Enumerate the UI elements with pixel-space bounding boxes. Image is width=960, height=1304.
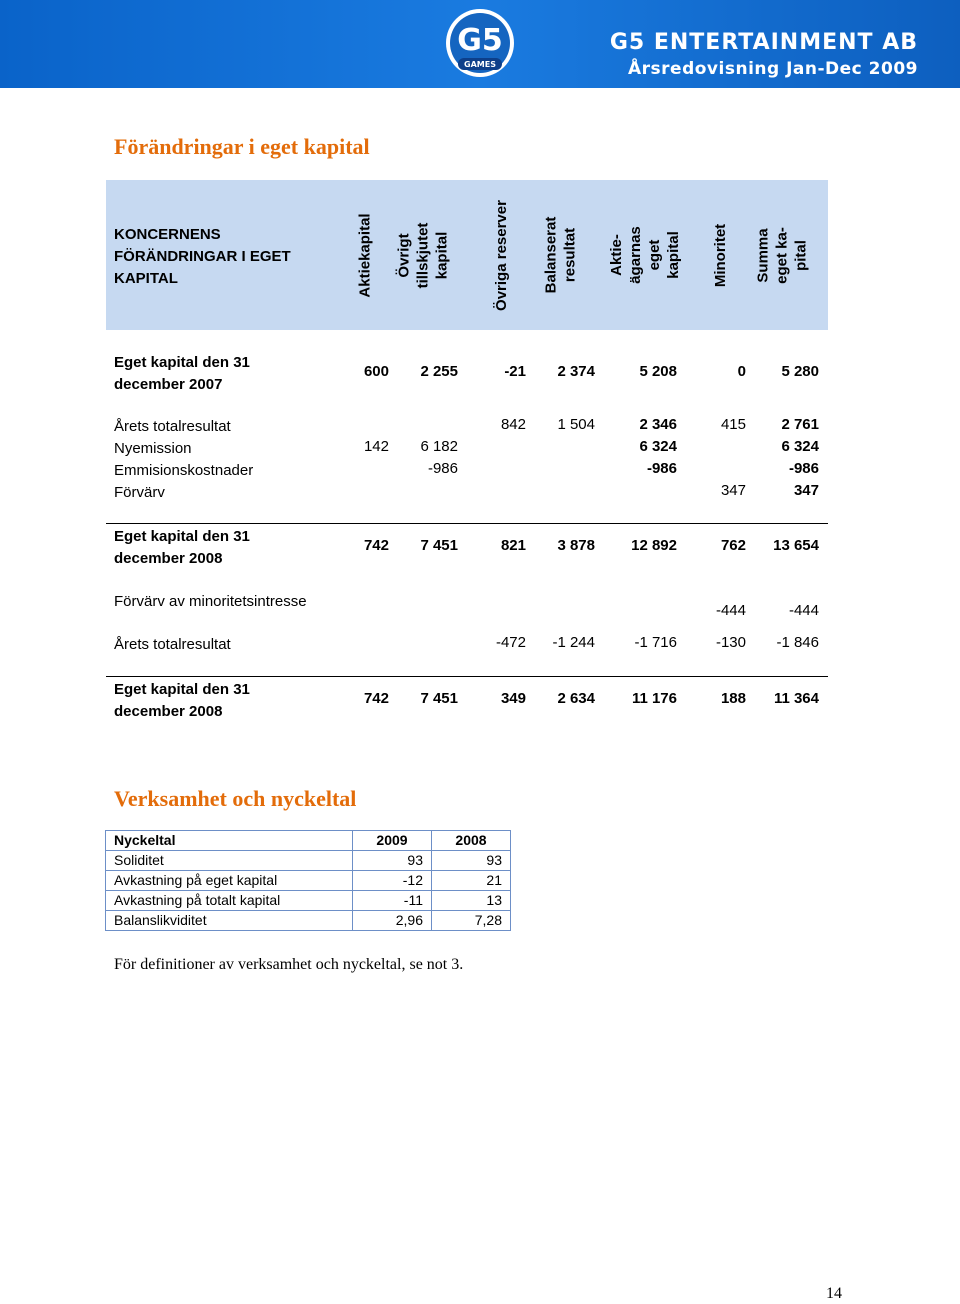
table-row: Eget kapital den 31 december 2007 600 2 255 -21 2 374 5 208 0 5 280: [114, 354, 819, 393]
company-name: G5 ENTERTAINMENT AB: [609, 30, 918, 55]
report-subtitle: Årsredovisning Jan-Dec 2009: [628, 59, 918, 79]
logo-main-text: G5: [457, 23, 503, 58]
table-row: Eget kapital den 31 december 2008 742 7 451 349 2 634 11 176 188 11 364: [114, 681, 819, 720]
col-summa: Summa eget ka-pital: [754, 226, 810, 284]
table-row: Årets totalresultat -472 -1 244 -1 716 -130 -1 846: [114, 634, 819, 653]
col-aktieagarnas: Aktie-ägarnas eget kapital: [608, 226, 682, 284]
header-cell: 2008: [432, 831, 511, 851]
header-cell: 2009: [353, 831, 432, 851]
table-row: Avkastning på totalt kapital -11 13: [106, 891, 511, 911]
table-row: Soliditet 93 93: [106, 851, 511, 871]
page-number: 14: [826, 1285, 842, 1302]
table-row: Årets totalresultat 842 1 504 2 346 415 2 761: [114, 416, 819, 435]
col-balanserat: Balanserat resultat: [542, 216, 578, 294]
divider: [106, 676, 828, 677]
table-row: Avkastning på eget kapital -12 21: [106, 871, 511, 891]
col-minoritet: Minoritet: [712, 223, 730, 287]
keyfigures-section-title: Verksamhet och nyckeltal: [114, 786, 357, 811]
divider: [106, 523, 828, 524]
logo-sub-text: GAMES: [464, 60, 496, 69]
table-row: Nyemission 142 6 182 6 324 6 324: [114, 438, 819, 457]
col-ovriga-reserver: Övriga reserver: [492, 199, 510, 311]
header-cell: Nyckeltal: [106, 831, 353, 851]
equity-table-header: [106, 180, 828, 330]
table-row: Balanslikviditet 2,96 7,28: [106, 911, 511, 931]
table-row: Emmisionskostnader -986 -986 -986: [114, 460, 819, 479]
keyfigures-table: [105, 830, 511, 931]
col-aktiekapital: Aktiekapital: [356, 212, 374, 298]
footnote: För definitioner av verksamhet och nyckeltal, se not 3.: [114, 956, 464, 973]
g5-games-logo: [444, 6, 516, 80]
table-header-row: [106, 831, 511, 851]
table-row: Förvärv 347 347: [114, 482, 819, 501]
table-row: Förvärv av minoritetsintresse -444 -444: [114, 593, 819, 619]
header-banner: [0, 0, 960, 88]
table-row: Eget kapital den 31 december 2008 742 7 451 821 3 878 12 892 762 13 654: [114, 528, 819, 567]
col-ovrigt-tillskjutet: Övrigt tillskjutet kapital: [395, 222, 451, 288]
equity-section-title: Förändringar i eget kapital: [114, 134, 370, 159]
equity-table-title: KONCERNENS FÖRÄNDRINGAR I EGET KAPITAL: [114, 226, 291, 287]
